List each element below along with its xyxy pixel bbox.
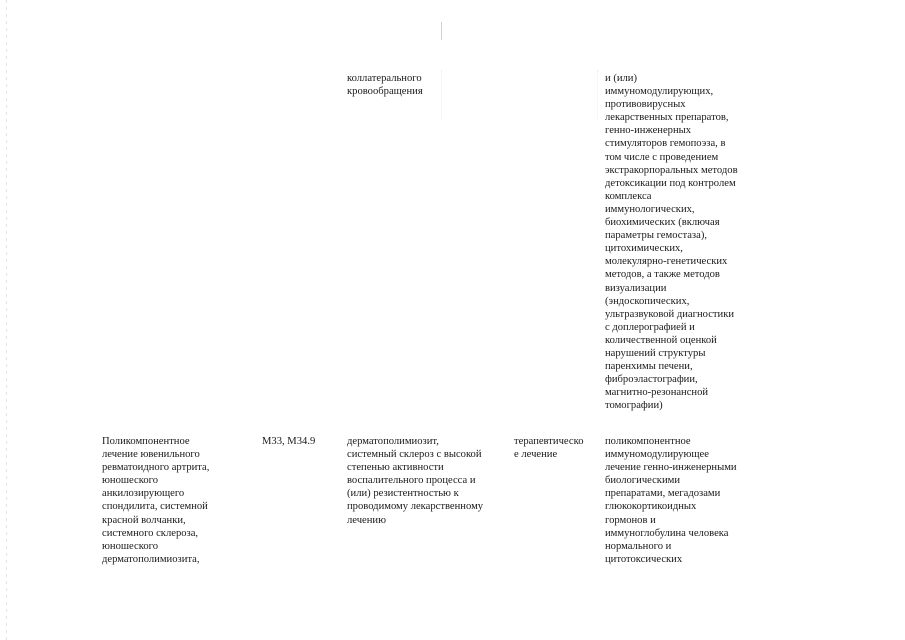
scan-edge-artifact — [6, 0, 7, 640]
row1-model-cell: коллатерального кровообращения — [347, 73, 423, 98]
row2-treatment-type-cell: терапевтическо е лечение — [514, 436, 584, 461]
row2-method-cell: поликомпонентное иммуномодулирующее лечение генно-инженерными биологическими препаратами, мегадозами глюкокортикоидных гормонов и иммуноглобулина человека нормального и цитотоксических — [605, 436, 737, 565]
row2-model-cell: дерматополимиозит, системный склероз с высокой степенью активности воспалительного процесса и (или) резистентностью к проводимому лекарственному лечению — [347, 436, 484, 526]
row2-codes-cell: M33, M34.9 — [262, 436, 316, 447]
page-top-mark — [441, 22, 442, 40]
row1-method-cell: и (или) иммуномодулирующих, противовирусных лекарственных препаратов, генно-инженерных стимуляторов гемопоэза, в том числе с проведением экстракорпоральных методов детоксикации под контролем комплекса иммунологических, биохимических (включая параметры гемостаза), цитохимических, молекулярно-генетических методов, а также методов визуализации (эндоскопических, ультразвуковой диагностики с доплерографией и количественной оценкой нарушений структуры паренхимы печени, фиброэластографии, магнитно-резонансной томографии) — [605, 73, 738, 412]
row2-name-cell: Поликомпонентное лечение ювенильного ревматоидного артрита, юношеского анкилозирующего спондилита, системной красной волчанки, системного склероза, юношеского дерматополимиозита, — [102, 436, 210, 565]
column-trace — [597, 70, 598, 120]
